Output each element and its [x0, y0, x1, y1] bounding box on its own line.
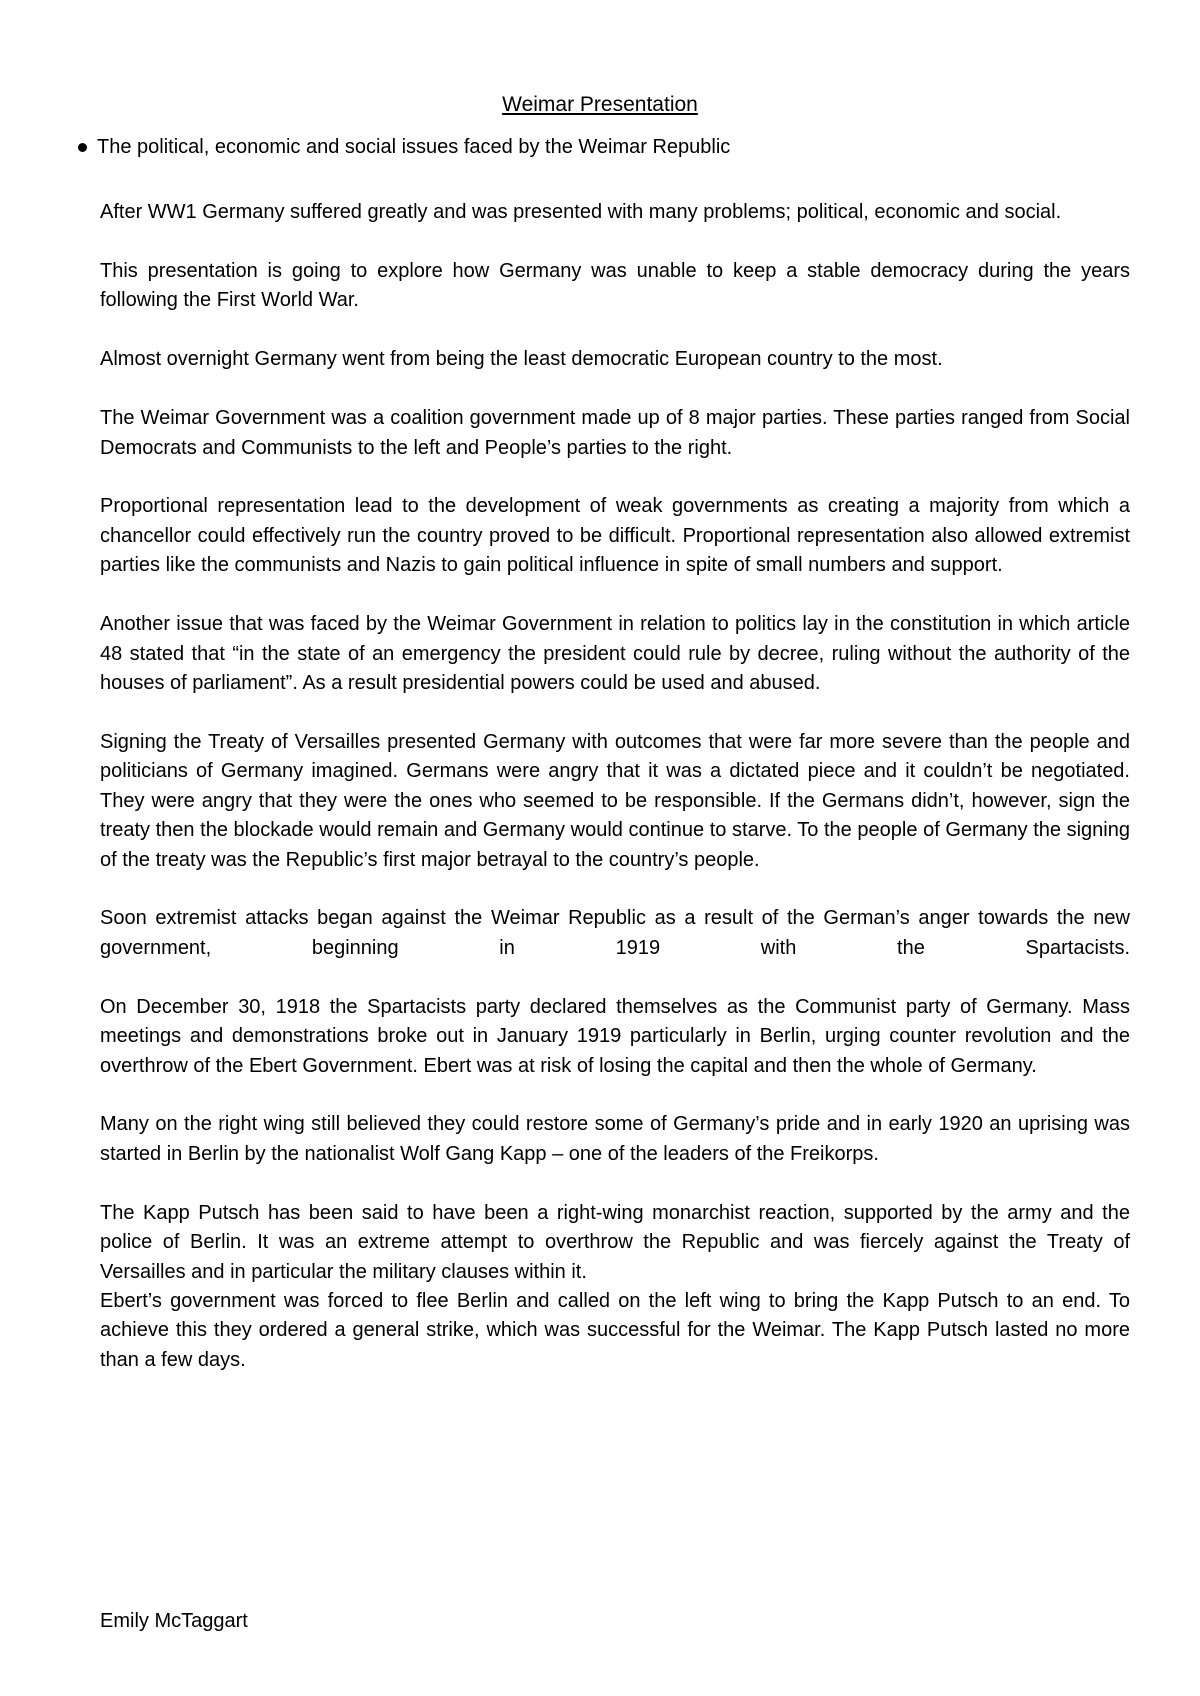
- paragraph-article-48: Another issue that was faced by the Weimar Government in relation to politics lay in the constitution in which article 48 stated that “in the state of an emergency the president could rule by decree, ruling without the authority of the houses of parliament”. As a result presidential powers could be used and abused.: [100, 613, 1130, 694]
- paragraph-kapp-putsch: The Kapp Putsch has been said to have been a right-wing monarchist reaction, supported by the army and the police of Berlin. It was an extreme attempt to overthrow the Republic and was fiercely against the Treaty of Versailles and in particular the military clauses within it.: [100, 1201, 1130, 1283]
- paragraph-ebert-government: Ebert’s government was forced to flee Berlin and called on the left wing to bring the Kapp Putsch to an end. To achieve this they ordered a general strike, which was successful for the Weimar. The Kapp Putsch lasted no more than a few days.: [100, 1289, 1130, 1371]
- paragraph-right-wing: Many on the right wing still believed they could restore some of Germany’s pride and in early 1920 an uprising was started in Berlin by the nationalist Wolf Gang Kapp – one of the leaders of the Freikorps.: [100, 1113, 1130, 1165]
- topic-bullet-text: The political, economic and social issues faced by the Weimar Republic: [97, 136, 731, 158]
- author-name: Emily McTaggart: [100, 1610, 248, 1632]
- paragraph-democracy: Almost overnight Germany went from being the least democratic European country to the most.: [100, 348, 943, 371]
- paragraph-purpose: This presentation is going to explore how Germany was unable to keep a stable democracy during the years following the First World War.: [100, 259, 1130, 312]
- document-body: [100, 198, 1130, 1405]
- document-title: Weimar Presentation: [502, 93, 698, 116]
- paragraph-spartacists: On December 30, 1918 the Spartacists party declared themselves as the Communist party of Germany. Mass meetings and demonstrations broke out in January 1919 particularly in Berlin, urging counter revolution and the overthrow of the Ebert Government. Ebert was at risk of losing the capital and then the whole of Germany.: [100, 995, 1130, 1077]
- paragraph-extremist-attacks: Soon extremist attacks began against the Weimar Republic as a result of the German’s anger towards the new government, beginning in 1919 with the Spartacists.: [100, 907, 1130, 959]
- topic-bullet: [78, 132, 1128, 162]
- paragraph-treaty-of-versailles: Signing the Treaty of Versailles presented Germany with outcomes that were far more severe than the people and politicians of Germany imagined. Germans were angry that it was a dictated piece and it couldn’t be negotiated. They were angry that they were the ones who seemed to be responsible. If the Germans didn’t, however, sign the treaty then the blockade would remain and Germany would continue to starve. To the people of Germany the signing of the treaty was the Republic’s first major betrayal to the country’s people.: [100, 730, 1130, 871]
- bullet-icon: [78, 143, 87, 152]
- paragraph-intro: After WW1 Germany suffered greatly and was presented with many problems; political, economic and social.: [100, 201, 1062, 223]
- paragraph-coalition: The Weimar Government was a coalition government made up of 8 major parties. These parties ranged from Social Democrats and Communists to the left and People’s parties to the right.: [100, 407, 1130, 459]
- paragraph-proportional-representation: Proportional representation lead to the development of weak governments as creating a majority from which a chancellor could effectively run the country proved to be difficult. Proportional representation also allowed extremist parties like the communists and Nazis to gain political influence in spite of small numbers and support.: [100, 495, 1130, 577]
